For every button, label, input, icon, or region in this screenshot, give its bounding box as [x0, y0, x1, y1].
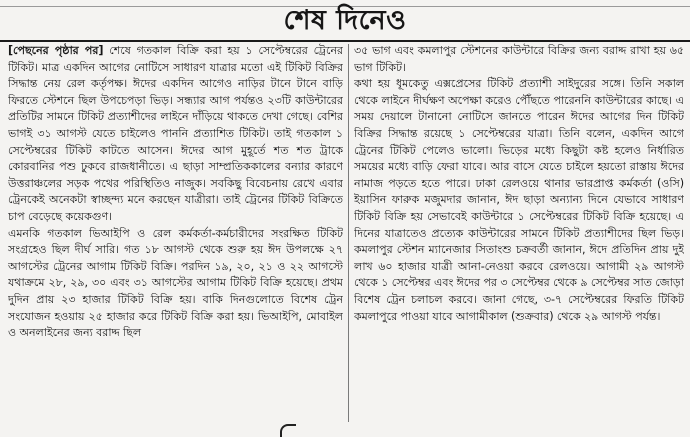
jump-label: [পেছনের পৃষ্ঠার পর] — [8, 44, 104, 57]
paragraph: এমনকি গতকাল ভিআইপি ও রেল কর্মকর্তা-কর্মচারীদের সংরক্ষিত টিকিট সংগ্রহেও ছিল দীর্ঘ সারি। গত ১৮ আগস্ট থেকে শুরু হয় ঈদ উপলক্ষে ২৭ আগস্টের ট্রেনের আগাম টিকিট বিক্রি। পরদিন ১৯, ২০, ২১ ও ২২ আগস্টে যথাক্রমে ২৮, ২৯, ৩০ এবং ৩১ আগস্টের আগাম টিকিট বিক্রি হয়েছে। প্রথম দুদিন প্রায় ২৩ হাজার টিকিট বিক্রি হয়। বাকি দিনগুলোতে বিশেষ ট্রেন সংযোজন হওয়ায় ২৫ হাজার করে টিকিট বিক্রি করা হয়। ভিআইপি, মোবাইল ও অনলাইনের জন্য বরাদ্দ ছিল — [8, 226, 343, 340]
paragraph: ৩৫ ভাগ এবং কমলাপুর স্টেশনের কাউন্টারে বিক্রির জন্য বরাদ্দ রাখা হয় ৬৫ ভাগ টিকিট। — [354, 44, 684, 74]
article-column-left — [8, 43, 343, 423]
headline: শেষ দিনেও — [283, 5, 407, 36]
article-column-right — [354, 43, 684, 423]
column-divider — [348, 44, 349, 422]
next-article-fragment — [280, 424, 296, 437]
paragraph: শেষে গতকাল বিক্রি করা হয় ১ সেপ্টেম্বরের ট্রেনের টিকিট। মাত্র একদিন আগের নোটিসে সাধারণ যাত্রার মতো এই টিকিট বিক্রির সিদ্ধান্ত নেয় রেল কর্তৃপক্ষ। ঈদের একদিন আগেও নাড়ির টানে টানে বাড়ি ফিরতে স্টেশনে ছিল উপচেপড়া ভিড়। সন্ধ্যার আগ পর্যন্তও ২৩টি কাউন্টারের প্রতিটির সামনে টিকিট প্রত্যাশীদের লাইনে দাঁড়িয়ে থাকতে দেখা গেছে। বেশির ভাগই ৩১ আগস্ট যেতে চাইলেও পাননি প্রত্যাশিত টিকিট। তাই গতকাল ১ সেপ্টেম্বরের টিকিট কাটতে আসেন। ঈদের আগ মুহূর্তে শত শত ট্রাকে কোরবানির পশু ঢুকবে রাজধানীতে। এ ছাড়া সাম্প্রতিককালের বন্যার কারণে উত্তরাঞ্চলের সড়ক পথের পরিস্থিতিও নাজুক। সবকিছু বিবেচনায় রেখে এবার ট্রেনকেই অনেকটা স্বাচ্ছন্দ্য মনে করছেন যাত্রীরা। তাই ট্রেনের টিকিট বিক্রিতে চাপ বেড়েছে কয়েকগুণ। — [8, 44, 343, 223]
paragraph: কথা হয় ধূমকেতু এক্সপ্রেসের টিকিট প্রত্যাশী সাইদুরের সঙ্গে। তিনি সকাল থেকে লাইনে দীর্ঘক্ষণ অপেক্ষা করেও পৌঁছতে পারেননি কাউন্টারের কাছে। এ সময় দেয়ালে টানানো নোটিসে জানতে পারেন ঈদের আগের দিন টিকিট বিক্রির সিদ্ধান্ত রয়েছে ১ সেপ্টেম্বরের যাত্রা। তিনি বলেন, একদিন আগে ট্রেনের টিকিট পেলেও ভালো। ভিড়ের মধ্যে কিছুটা কষ্ট হলেও নির্ধারিত সময়ের মধ্যে বাড়ি ফেরা যাবে। আর বাসে যেতে চাইলে হয়তো রাস্তায় ঈদের নামাজ পড়তে হতে পারে। ঢাকা রেলওয়ে থানার ভারপ্রাপ্ত কর্মকর্তা (ওসি) ইয়াসিন ফারুক মজুমদার জানান, ঈদ ছাড়া অন্যান্য দিনে যেভাবে সাধারণ টিকিট বিক্রি হয় সেভাবেই কাউন্টারে ১ সেপ্টেম্বরের টিকিট বিক্রি হয়েছে। এ দিনের যাত্রাতেও প্রত্যেক কাউন্টারের সামনে টিকিট প্রত্যাশীদের ছিল ভিড়। কমলাপুর স্টেশন ম্যানেজার সিতাংশু চক্রবর্তী জানান, ঈদে প্রতিদিন প্রায় দুই লাখ ৬০ হাজার যাত্রী আনা-নেওয়া করবে রেলওয়ে। আগামী ২৯ আগস্ট থেকে ১ সেপ্টেম্বর এবং ঈদের পর ৩ সেপ্টেম্বর থেকে ৯ সেপ্টেম্বর সাত জোড়া বিশেষ ট্রেন চলাচল করবে। জানা গেছে, ৩-৭ সেপ্টেম্বরের ফিরতি টিকিট কমলাপুরে পাওয়া যাবে আগামীকাল (শুক্রবার) থেকে ২৯ আগস্ট পর্যন্ত। — [354, 77, 684, 323]
headline-underline — [0, 40, 690, 42]
